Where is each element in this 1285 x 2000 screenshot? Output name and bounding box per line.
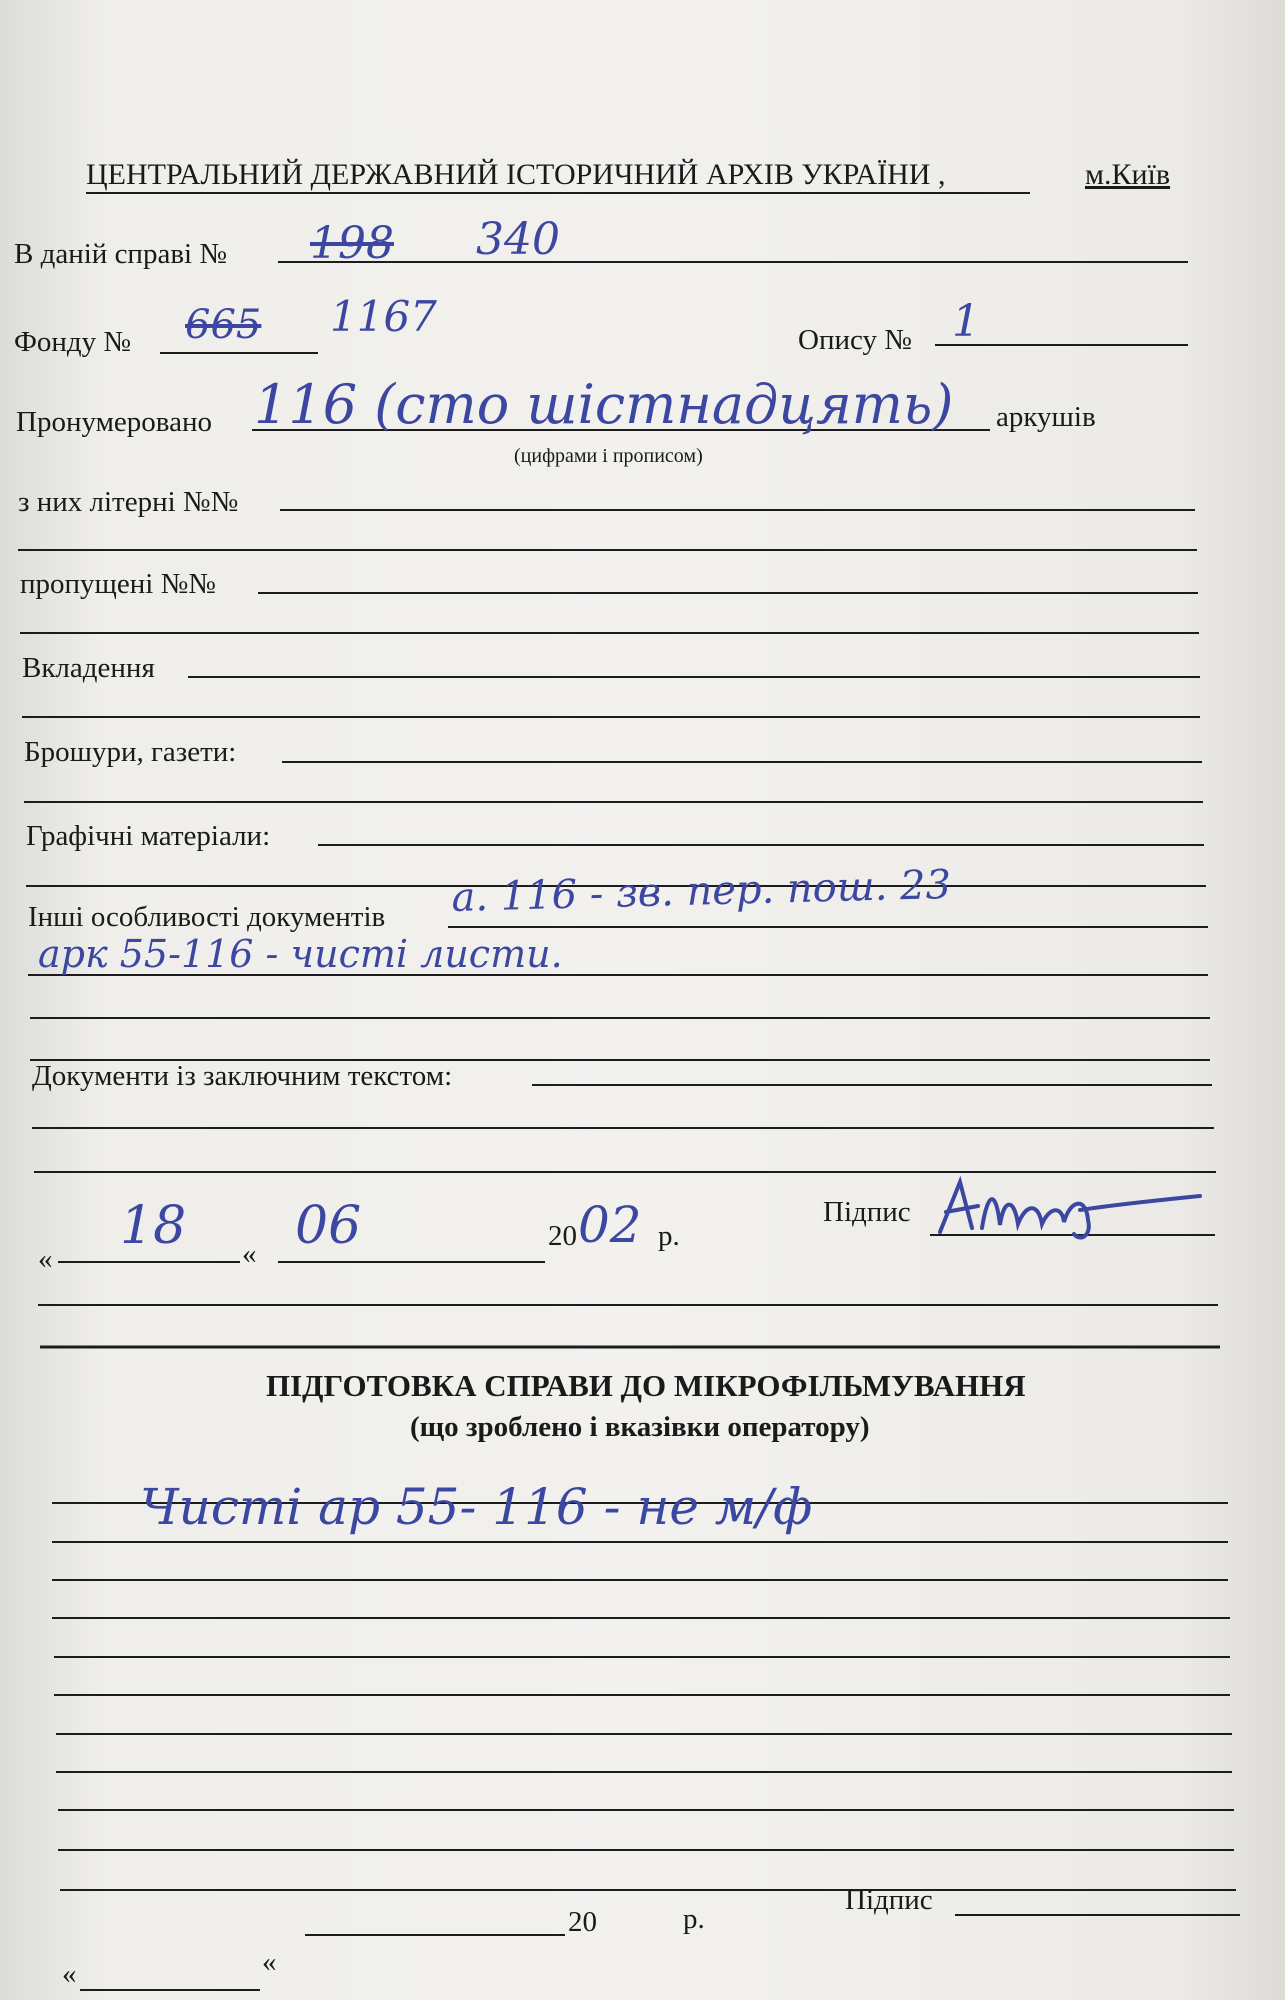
- case-value-struck: 198: [310, 218, 394, 269]
- archive-name: ЦЕНТРАЛЬНИЙ ДЕРЖАВНИЙ ІСТОРИЧНИЙ АРХІВ УКРАЇНИ ,: [86, 158, 946, 191]
- other-features-value-1: а. 116 - зв. пер. пош. 23: [450, 861, 952, 921]
- year-value: 02: [578, 1196, 642, 1254]
- microfilm-subtitle: (що зроблено і вказівки оператору): [410, 1411, 870, 1443]
- city-name: м.Київ: [1085, 158, 1171, 191]
- year-suffix: р.: [658, 1220, 680, 1252]
- microfilm-year-prefix: 20: [568, 1906, 597, 1938]
- numbered-label: Пронумеровано: [16, 406, 213, 438]
- microfilm-year-suffix: р.: [683, 1903, 705, 1935]
- date-separator: «: [242, 1238, 257, 1270]
- brochures-label: Брошури, газети:: [24, 736, 237, 768]
- graphics-label: Графічні матеріали:: [26, 820, 271, 852]
- numbered-suffix: аркушів: [996, 401, 1096, 433]
- fond-value: 1167: [330, 292, 437, 341]
- enclosures-label: Вкладення: [22, 652, 155, 684]
- other-features-label: Інші особливості документів: [28, 901, 386, 933]
- date-day: 18: [120, 1196, 187, 1256]
- signature-label: Підпис: [823, 1196, 911, 1228]
- numbered-value: 116 (сто шістнадцять): [254, 373, 954, 436]
- other-features-value-2: арк 55-116 - чисті листи.: [38, 932, 563, 976]
- fond-label: Фонду №: [14, 326, 132, 358]
- date-month: 06: [295, 1196, 362, 1256]
- case-value: 340: [476, 214, 560, 265]
- fond-value-struck: 665: [185, 302, 262, 348]
- microfilm-date-open-quote: «: [62, 1958, 77, 1990]
- opys-value: 1: [952, 296, 980, 347]
- skipped-numbers-label: пропущені №№: [20, 568, 216, 600]
- opys-label: Опису №: [798, 324, 912, 356]
- letter-numbers-label: з них літерні №№: [18, 486, 239, 518]
- numbered-hint: (цифрами і прописом): [514, 445, 703, 467]
- year-prefix: 20: [548, 1220, 577, 1252]
- microfilm-note: Чисті ар 55- 116 - не м/ф: [140, 1478, 813, 1536]
- case-label: В даній справі №: [14, 238, 227, 270]
- microfilm-date-separator: «: [262, 1946, 277, 1978]
- final-text-label: Документи із заключним текстом:: [32, 1060, 453, 1092]
- microfilm-title: ПІДГОТОВКА СПРАВИ ДО МІКРОФІЛЬМУВАННЯ: [266, 1368, 1026, 1403]
- date-open-quote: «: [38, 1243, 53, 1275]
- microfilm-signature-label: Підпис: [845, 1884, 933, 1916]
- handwritten-signature: [930, 1170, 1210, 1245]
